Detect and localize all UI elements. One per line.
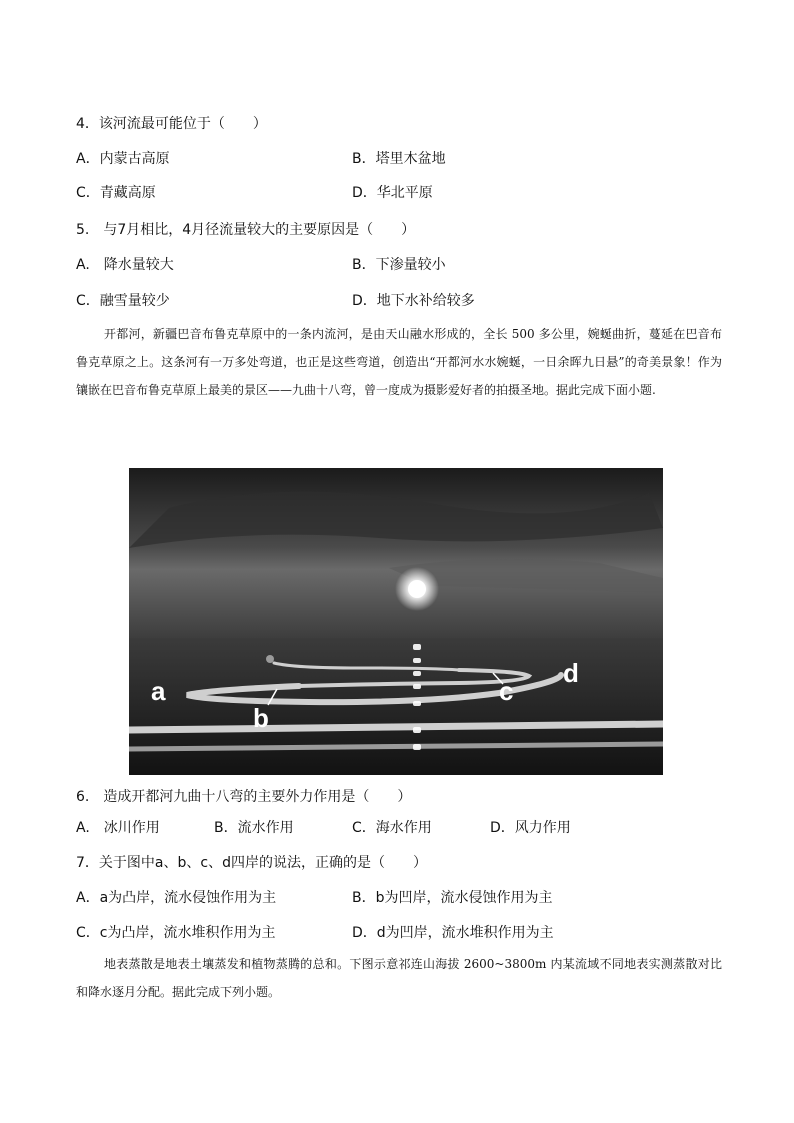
label-c: c xyxy=(499,676,514,706)
sun xyxy=(408,580,426,598)
q5-option-a: A. 降水量较大 xyxy=(76,257,174,273)
q6-option-b: B．流水作用 xyxy=(214,820,294,836)
q4-option-b: B．塔里木盆地 xyxy=(352,151,446,167)
question-4-stem: 4．该河流最可能位于（ ） xyxy=(76,116,267,132)
q5-option-c: C．融雪量较少 xyxy=(76,293,170,309)
q4-option-c: C．青藏高原 xyxy=(76,185,156,201)
q4-option-d: D．华北平原 xyxy=(352,185,433,201)
q6-option-d: D．风力作用 xyxy=(490,820,571,836)
q7-option-b: B．b为凹岸，流水侵蚀作用为主 xyxy=(352,890,553,906)
label-a: a xyxy=(151,676,166,706)
q5-option-d: D．地下水补给较多 xyxy=(352,293,475,309)
q4-option-a: A．内蒙古高原 xyxy=(76,151,170,167)
sky xyxy=(129,468,663,643)
label-d: d xyxy=(563,658,579,688)
river-photo-svg xyxy=(129,468,663,775)
question-5-stem: 5. 与7月相比，4月径流量较大的主要原因是（ ） xyxy=(76,222,416,238)
label-b: b xyxy=(253,703,269,733)
grassland xyxy=(129,638,663,775)
question-6-stem: 6. 造成开都河九曲十八弯的主要外力作用是（ ） xyxy=(76,789,412,805)
q6-option-c: C．海水作用 xyxy=(352,820,432,836)
meandering-river-photo xyxy=(129,468,663,775)
passage-kaidu-river: 开都河，新疆巴音布鲁克草原中的一条内流河，是由天山融水形成的，全长 500 多公里，婉蜒曲折，蔓延在巴音布鲁克草原之上。这条河有一万多处弯道，也正是这些弯道，创造出“开都河水水婉蜒，一日余晖九日悬”的奇美景象！作为镶嵌在巴音布鲁克草原上最美的景区——九曲十八弯，曾一度成为摄影爱好者的拍摄圣地。据此完成下面小题. xyxy=(76,327,722,397)
q7-option-c: C．c为凸岸，流水堆积作用为主 xyxy=(76,925,276,941)
q5-option-b: B．下渗量较小 xyxy=(352,257,446,273)
q7-option-a: A．a为凸岸，流水侵蚀作用为主 xyxy=(76,890,277,906)
passage-evapotranspiration: 地表蒸散是地表土壤蒸发和植物蒸腾的总和。下图示意祁连山海拔 2600~3800m 内某流域不同地表实测蒸散对比和降水逐月分配。据此完成下列小题。 xyxy=(76,957,722,999)
question-7-stem: 7．关于图中a、b、c、d四岸的说法，正确的是（ ） xyxy=(76,855,427,871)
q6-option-a: A. 冰川作用 xyxy=(76,820,160,836)
q7-option-d: D．d为凹岸，流水堆积作用为主 xyxy=(352,925,554,941)
distant-bright-spot xyxy=(266,655,274,663)
